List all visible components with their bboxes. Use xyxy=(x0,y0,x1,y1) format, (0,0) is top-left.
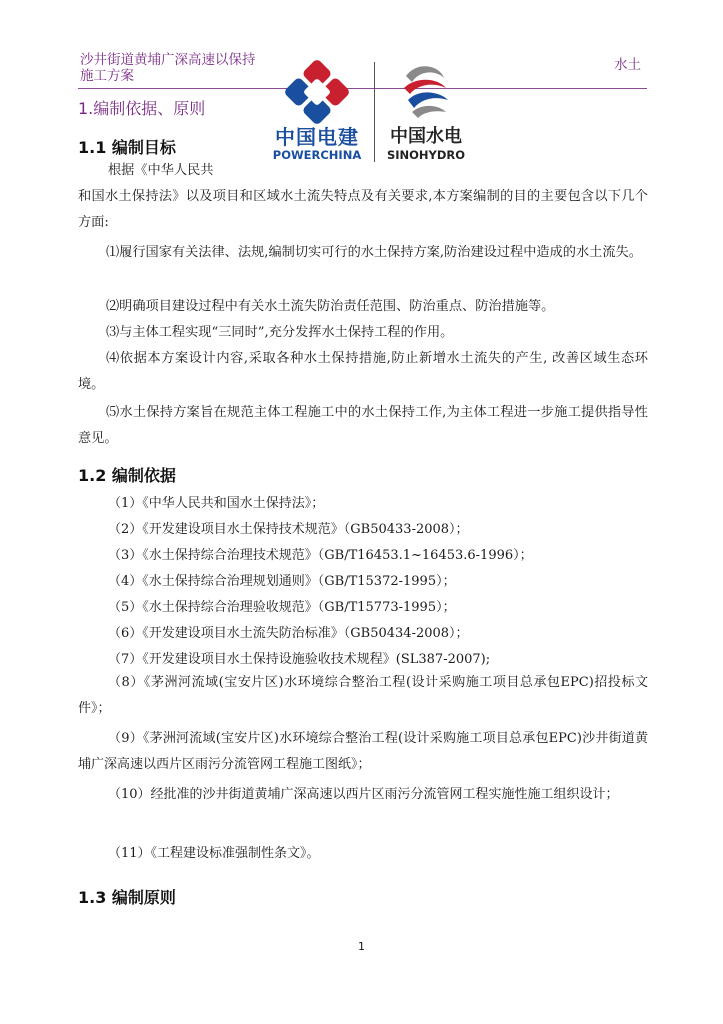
reference-item-6: （6）《开发建设项目水土流失防治标准》（GB50434-2008）； xyxy=(108,626,469,641)
reference-item-2: （2）《开发建设项目水土保持技术规范》（GB50433-2008）； xyxy=(108,522,469,537)
reference-item-9: （9）《茅洲河流域(宝安片区)水环境综合整治工程(设计采购施工项目总承包EPC)沙井街道黄埔广深高速以西片区雨污分流管网工程施工图纸》； xyxy=(78,731,648,772)
section-1-3-heading: 1.3 编制原则 xyxy=(78,888,176,907)
logo-divider xyxy=(374,62,375,162)
reference-item-10: （10）经批准的沙井街道黄埔广深高速以西片区雨污分流管网工程实施性施工组织设计； xyxy=(108,787,619,802)
powerchina-cn: 中国电建 xyxy=(275,125,359,149)
sinohydro-en: SINOHYDRO xyxy=(386,148,466,162)
section-1-2-heading: 1.2 编制依据 xyxy=(78,466,176,485)
reference-item-7: （7）《开发建设项目水土保持设施验收技术规程》(SL387-2007); xyxy=(108,652,491,667)
reference-item-3: （3）《水土保持综合治理技术规范》（GB/T16453.1~16453.6-1996）； xyxy=(108,548,533,563)
reference-item-5: （5）《水土保持综合治理验收规范》（GB/T15773-1995）； xyxy=(108,600,456,615)
intro-first-line: 根据《中华人民共 xyxy=(108,163,214,178)
reference-item-11: （11）《工程建设标准强制性条文》。 xyxy=(108,846,320,861)
powerchina-wordmark xyxy=(262,126,372,162)
sinohydro-wordmark xyxy=(380,126,472,162)
reference-item-1: （1）《中华人民共和国水土保持法》； xyxy=(108,496,325,511)
sinohydro-cn: 中国水电 xyxy=(390,126,462,147)
objective-item-1: ⑴履行国家有关法律、法规,编制切实可行的水土保持方案,防治建设过程中造成的水土流失。 xyxy=(106,245,642,260)
section-1-1-heading: 1.1 编制目标 xyxy=(78,138,176,157)
company-logo xyxy=(262,56,472,168)
powerchina-emblem-icon xyxy=(262,56,372,124)
header-right-title: 水土 xyxy=(614,57,641,73)
powerchina-en: POWERCHINA xyxy=(272,148,362,162)
reference-item-4: （4）《水土保持综合治理规划通则》（GB/T15372-1995）； xyxy=(108,574,456,589)
objective-item-2: ⑵明确项目建设过程中有关水土流失防治责任范围、防治重点、防治措施等。 xyxy=(106,299,555,314)
objective-item-4: ⑷依据本方案设计内容,采取各种水土保持措施,防止新增水土流失的产生, 改善区域生态环境。 xyxy=(78,351,648,392)
header-left-title: 沙井街道黄埔广深高速以保持施工方案 xyxy=(80,52,256,84)
objective-item-5: ⑸水土保持方案旨在规范主体工程施工中的水土保持工作,为主体工程进一步施工提供指导性意见。 xyxy=(78,405,648,446)
section-1-heading: 1.编制依据、原则 xyxy=(78,99,206,118)
sinohydro-emblem-icon xyxy=(380,56,472,124)
objective-item-3: ⑶与主体工程实现“三同时”,充分发挥水土保持工程的作用。 xyxy=(106,325,454,340)
reference-item-8: （8）《茅洲河流域(宝安片区)水环境综合整治工程(设计采购施工项目总承包EPC)招投标文件》； xyxy=(78,675,648,716)
page-number: 1 xyxy=(358,940,365,953)
intro-paragraph: 和国水土保持法》以及项目和区域水土流失特点及有关要求,本方案编制的目的主要包含以下几个方面: xyxy=(78,189,648,230)
